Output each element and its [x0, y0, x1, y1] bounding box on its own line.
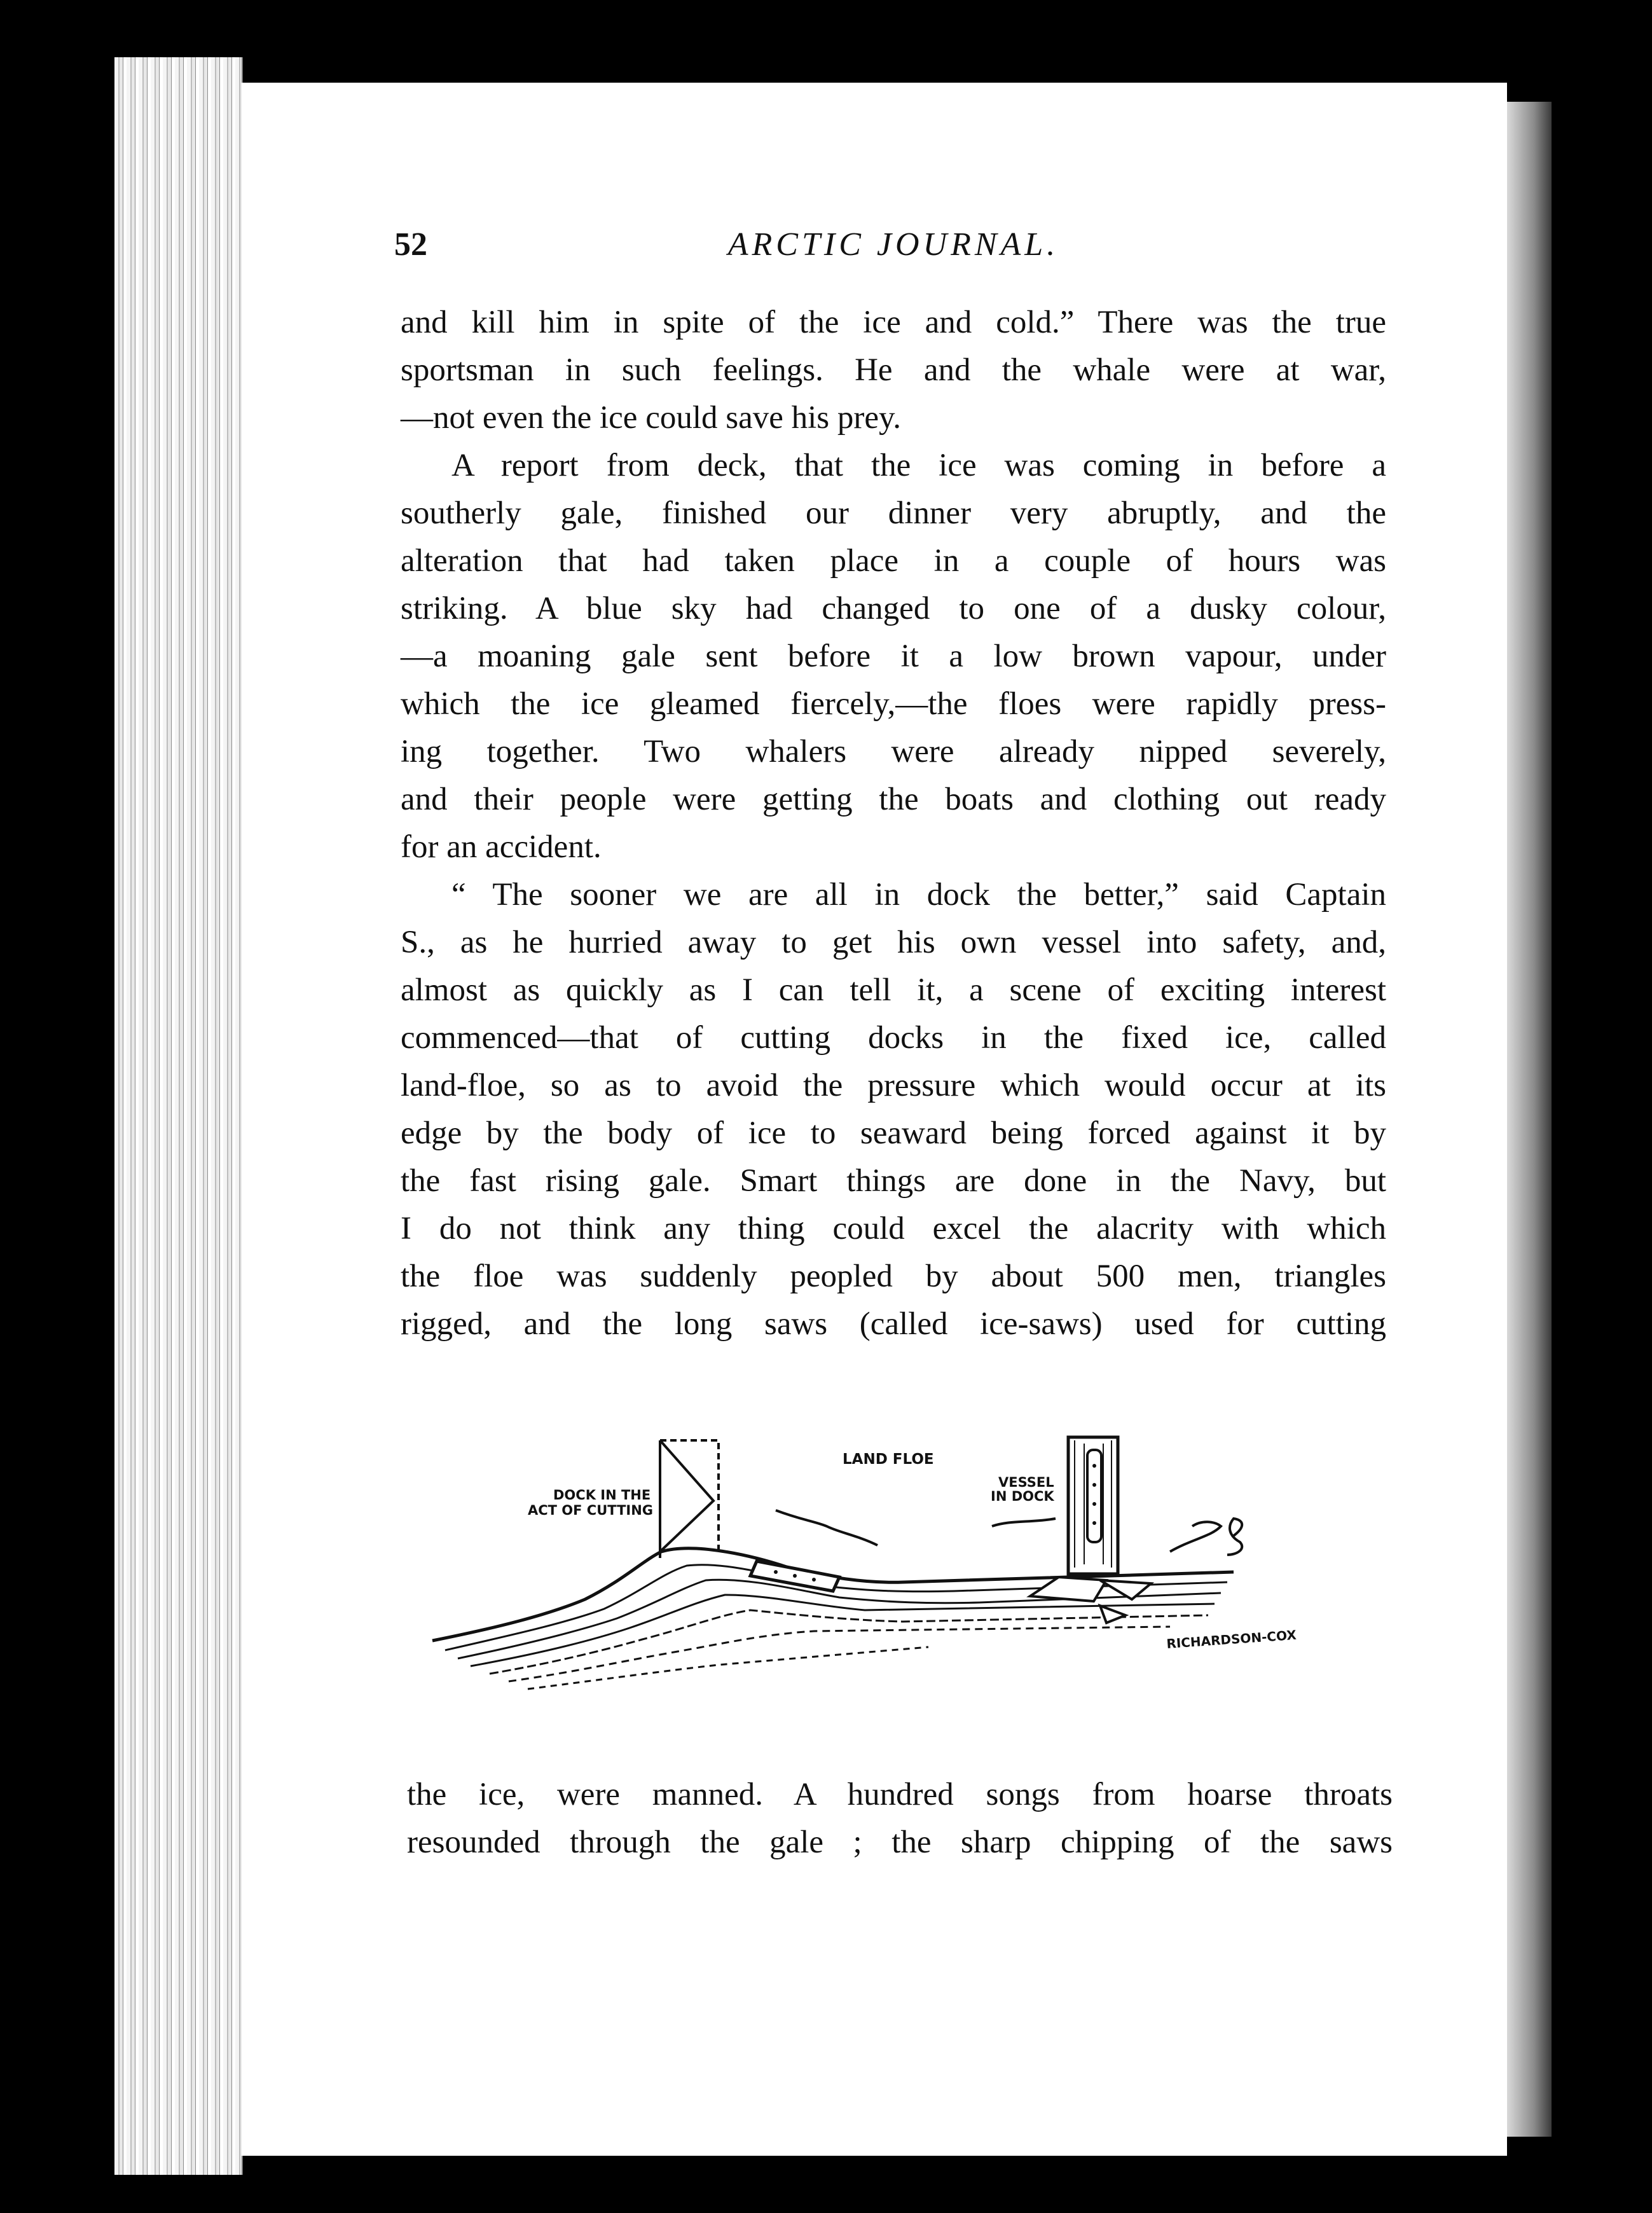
- text-line: —a moaning gale sent before it a low brown vapour, under: [401, 638, 1386, 674]
- text-line: ing together. Two whalers were already nipped severely,: [401, 734, 1386, 769]
- text-line: “ The sooner we are all in dock the better,” said Captain: [451, 877, 1386, 913]
- text-line: A report from deck, that the ice was coming in before a: [451, 448, 1386, 483]
- label-vessel-2: IN DOCK: [991, 1489, 1054, 1504]
- label-dock: DOCK IN THE: [553, 1487, 651, 1503]
- engraver-signature: RICHARDSON-COX: [1166, 1627, 1297, 1651]
- text-line: which the ice gleamed fiercely,—the floes were rapidly press-: [401, 686, 1386, 722]
- label-land-floe: LAND FLOE: [843, 1451, 934, 1468]
- text-line: I do not think any thing could excel the alacrity with which: [401, 1211, 1386, 1246]
- text-line: commenced—that of cutting docks in the fixed ice, called: [401, 1020, 1386, 1056]
- text-line: resounded through the gale ; the sharp chipping of the saws: [407, 1824, 1393, 1860]
- text-line: and kill him in spite of the ice and cold.” There was the true: [401, 305, 1386, 340]
- text-line: for an accident.: [401, 829, 602, 865]
- text-line: —not even the ice could save his prey.: [401, 400, 901, 436]
- wind-strokes-drawing: [776, 1510, 1242, 1555]
- vessel-in-dock-drawing: [1068, 1437, 1118, 1574]
- facing-page-edge: [1507, 102, 1552, 2137]
- text-line: sportsman in such feelings. He and the whale were at war,: [401, 352, 1386, 388]
- label-vessel: VESSEL: [998, 1475, 1054, 1490]
- text-line: S., as he hurried away to get his own vessel into safety, and,: [401, 925, 1386, 960]
- dock-frame-drawing: [660, 1440, 719, 1558]
- ice-dock-illustration: [420, 1424, 1386, 1711]
- text-line: land-floe, so as to avoid the pressure which would occur at its: [401, 1068, 1386, 1103]
- text-line: the floe was suddenly peopled by about 500 men, triangles: [401, 1258, 1386, 1294]
- text-line: the fast rising gale. Smart things are done in the Navy, but: [401, 1163, 1386, 1199]
- label-dock-2: ACT OF CUTTING: [528, 1503, 654, 1518]
- page-number: 52: [394, 226, 427, 263]
- text-line: edge by the body of ice to seaward being forced against it by: [401, 1115, 1386, 1151]
- text-line: and their people were getting the boats and clothing out ready: [401, 782, 1386, 817]
- text-line: rigged, and the long saws (called ice-saws) used for cutting: [401, 1306, 1386, 1342]
- text-line: striking. A blue sky had changed to one of a dusky colour,: [401, 591, 1386, 626]
- nipped-ship-drawing: [750, 1561, 839, 1591]
- text-line: almost as quickly as I can tell it, a scene of exciting interest: [401, 972, 1386, 1008]
- book-page-edges: [114, 57, 243, 2175]
- text-line: the ice, were manned. A hundred songs from hoarse throats: [407, 1777, 1393, 1812]
- page-header: [394, 226, 1393, 270]
- text-line: southerly gale, finished our dinner very abruptly, and the: [401, 495, 1386, 531]
- text-line: alteration that had taken place in a couple of hours was: [401, 543, 1386, 579]
- running-title: ARCTIC JOURNAL.: [727, 226, 1059, 263]
